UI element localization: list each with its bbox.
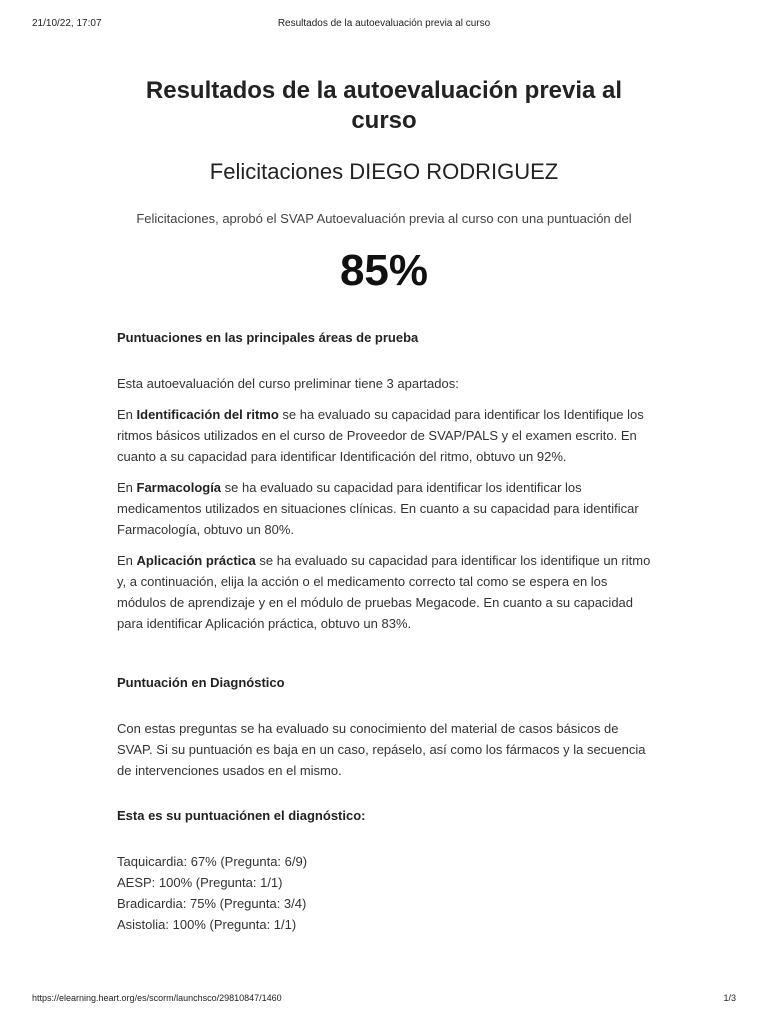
- area-prefix: En: [117, 553, 137, 568]
- areas-intro: Esta autoevaluación del curso preliminar tiene 3 apartados:: [117, 376, 459, 391]
- print-datetime: 21/10/22, 17:07: [32, 18, 102, 29]
- print-footer: [32, 993, 736, 1007]
- diagnostic-results-list: [117, 851, 651, 935]
- print-header: [32, 18, 736, 32]
- area-text: se ha evaluado su capacidad para identificar los Identifique los ritmos básicos utilizados en el curso de Proveedor de SVAP/PALS y el examen escrito. En cuanto a su capacidad para identificar Identificación del ritmo, obtuvo un 92%.: [117, 407, 644, 464]
- areas-heading: Puntuaciones en las principales áreas de prueba: [117, 330, 419, 345]
- area-name-rhythm: Identificación del ritmo: [136, 407, 279, 422]
- list-item: Taquicardia: 67% (Pregunta: 6/9): [117, 854, 308, 869]
- print-doc-title: Resultados de la autoevaluación previa al curso: [277, 18, 491, 29]
- list-item: Bradicardia: 75% (Pregunta: 3/4): [117, 896, 307, 911]
- diagnostic-score-heading: Esta es su puntuaciónen el diagnóstico:: [117, 808, 366, 823]
- area-paragraph-pharmacology: [117, 477, 651, 540]
- overall-score: 85%: [339, 246, 429, 295]
- area-paragraph-rhythm: [117, 404, 651, 467]
- passed-message: Felicitaciones, aprobó el SVAP Autoevaluación previa al curso con una puntuación del: [136, 211, 632, 226]
- diagnostic-heading: Puntuación en Diagnóstico: [117, 675, 285, 690]
- area-text: se ha evaluado su capacidad para identificar los identifique un ritmo y, a continuación, elija la acción o el medicamento correcto tal como se espera en los módulos de aprendizaje y en el módulo de pruebas Megacode. En cuanto a su capacidad para identificar Aplicación práctica, obtuvo un 83%.: [117, 553, 651, 631]
- page-title: Resultados de la autoevaluación previa al curso: [145, 77, 623, 134]
- area-text: se ha evaluado su capacidad para identificar los identificar los medicamentos utilizados en situaciones clínicas. En cuanto a su capacidad para identificar Farmacología, obtuvo un 80%.: [117, 480, 639, 537]
- page-number: 1/3: [723, 993, 736, 1003]
- print-url: https://elearning.heart.org/es/scorm/launchsco/29810847/1460: [32, 993, 282, 1003]
- list-item: AESP: 100% (Pregunta: 1/1): [117, 875, 283, 890]
- diagnostic-description: Con estas preguntas se ha evaluado su conocimiento del material de casos básicos de SVAP. Si su puntuación es baja en un caso, repáselo, así como los fármacos y la secuencia de intervenciones usados en el mismo.: [117, 721, 646, 778]
- area-name-pharmacology: Farmacología: [136, 480, 222, 495]
- area-prefix: En: [117, 480, 137, 495]
- congratulations-heading: Felicitaciones DIEGO RODRIGUEZ: [209, 159, 559, 184]
- area-name-practical: Aplicación práctica: [136, 553, 256, 568]
- area-prefix: En: [117, 407, 137, 422]
- area-paragraph-practical: [117, 550, 651, 634]
- list-item: Asistolia: 100% (Pregunta: 1/1): [117, 917, 297, 932]
- page-content: [117, 76, 651, 935]
